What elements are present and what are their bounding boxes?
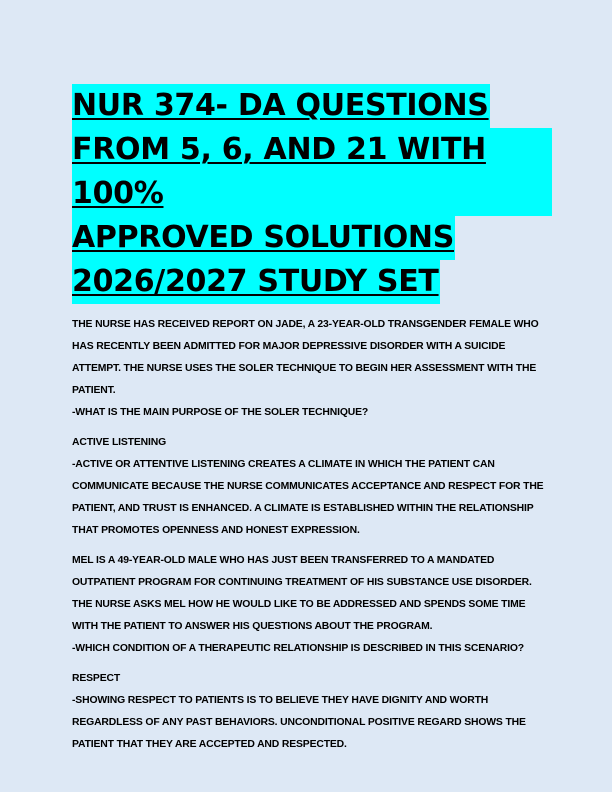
text-line: PATIENT THAT THEY ARE ACCEPTED AND RESPECTED. <box>72 739 347 750</box>
text-line: WITH THE PATIENT TO ANSWER HIS QUESTIONS ABOUT THE PROGRAM. <box>72 621 433 632</box>
title-line: FROM 5, 6, AND 21 WITH 100% <box>72 128 552 216</box>
text-line: MEL IS A 49-YEAR-OLD MALE WHO HAS JUST BEEN TRANSFERRED TO A MANDATED <box>72 555 495 566</box>
answer-block-active-listening <box>72 432 552 542</box>
text-line: THAT PROMOTES OPENNESS AND HONEST EXPRESSION. <box>72 525 360 536</box>
question-block-mel <box>72 550 552 660</box>
text-line: PATIENT, AND TRUST IS ENHANCED. A CLIMATE IS ESTABLISHED WITHIN THE RELATIONSHIP <box>72 503 534 514</box>
document-body <box>72 314 552 756</box>
title-line: NUR 374- DA QUESTIONS <box>72 84 490 128</box>
question-line: -WHAT IS THE MAIN PURPOSE OF THE SOLER TECHNIQUE? <box>72 407 369 418</box>
answer-block-respect <box>72 668 552 756</box>
text-line: PATIENT. <box>72 385 116 396</box>
question-line: -WHICH CONDITION OF A THERAPEUTIC RELATIONSHIP IS DESCRIBED IN THIS SCENARIO? <box>72 643 524 654</box>
answer-heading: RESPECT <box>72 673 121 684</box>
text-line: -ACTIVE OR ATTENTIVE LISTENING CREATES A CLIMATE IN WHICH THE PATIENT CAN <box>72 459 495 470</box>
text-line: -SHOWING RESPECT TO PATIENTS IS TO BELIEVE THEY HAVE DIGNITY AND WORTH <box>72 695 489 706</box>
title-line: 2026/2027 STUDY SET <box>72 260 440 304</box>
title-line: APPROVED SOLUTIONS <box>72 216 455 260</box>
text-line: THE NURSE HAS RECEIVED REPORT ON JADE, A 23-YEAR-OLD TRANSGENDER FEMALE WHO <box>72 319 539 330</box>
text-line: REGARDLESS OF ANY PAST BEHAVIORS. UNCONDITIONAL POSITIVE REGARD SHOWS THE <box>72 717 526 728</box>
text-line: COMMUNICATE BECAUSE THE NURSE COMMUNICATES ACCEPTANCE AND RESPECT FOR THE <box>72 481 544 492</box>
answer-heading: ACTIVE LISTENING <box>72 437 167 448</box>
text-line: ATTEMPT. THE NURSE USES THE SOLER TECHNIQUE TO BEGIN HER ASSESSMENT WITH THE <box>72 363 537 374</box>
text-line: OUTPATIENT PROGRAM FOR CONTINUING TREATMENT OF HIS SUBSTANCE USE DISORDER. <box>72 577 532 588</box>
document-title <box>72 84 552 304</box>
text-line: THE NURSE ASKS MEL HOW HE WOULD LIKE TO BE ADDRESSED AND SPENDS SOME TIME <box>72 599 526 610</box>
question-block-jade <box>72 314 552 424</box>
text-line: HAS RECENTLY BEEN ADMITTED FOR MAJOR DEPRESSIVE DISORDER WITH A SUICIDE <box>72 341 506 352</box>
document-page <box>72 84 552 764</box>
